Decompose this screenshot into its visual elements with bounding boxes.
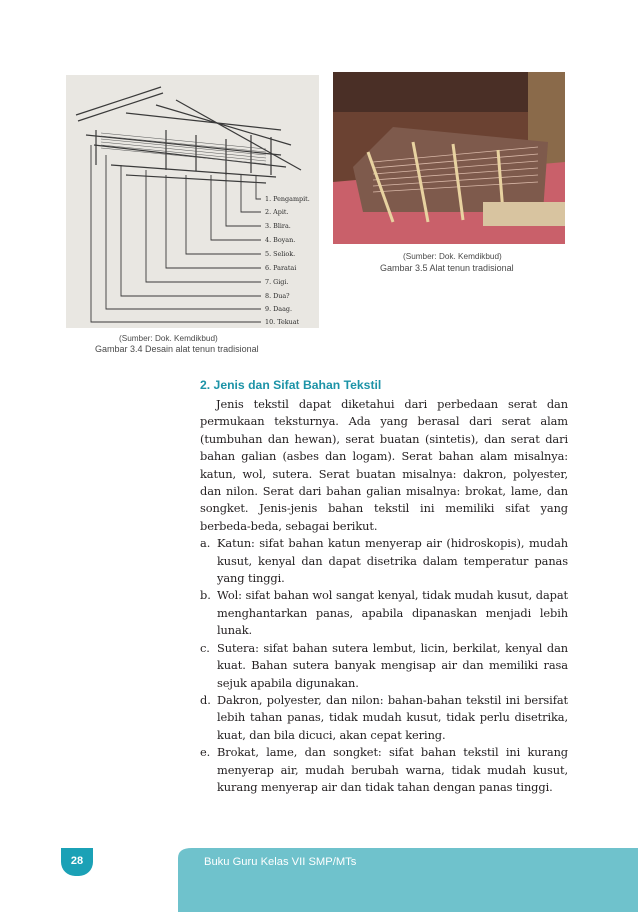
loom-label: 7. Gigi. (265, 278, 289, 286)
loom-label: 9. Daag. (265, 305, 292, 313)
loom-label: 1. Pengampit. (265, 195, 310, 203)
list-marker: e. (200, 745, 211, 760)
list-item (200, 640, 568, 692)
loom-drawing (66, 75, 319, 328)
footer-book-title: Buku Guru Kelas VII SMP/MTs (204, 856, 357, 868)
list-marker: c. (200, 640, 210, 655)
loom-label: 2. Apit. (265, 208, 289, 216)
loom-label: 3. Blira. (265, 222, 291, 230)
list-marker: b. (200, 588, 211, 603)
section-intro: Jenis tekstil dapat diketahui dari perbedaan serat dan permukaan teksturnya. Ada yang berasal dari serat alam (tumbuhan dan hewan), serat buatan (sintetis), dan serat dari bahan galian (asbes dan logam). Serat bahan alam misalnya: katun, wol, sutera. Serat buatan misalnya: dakron, polyester, dan nilon. Serat dari bahan galian misalnya: brokat, lame, dan songket. Jenis-jenis bahan tekstil ini memiliki sifat yang berbeda-beda, sebagai berikut. (200, 397, 568, 533)
list-item (200, 587, 568, 639)
loom-label: 6. Paratai (265, 264, 297, 272)
figure-3-5-caption: Gambar 3.5 Alat tenun tradisional (380, 263, 514, 273)
section-heading: 2. Jenis dan Sifat Bahan Tekstil (200, 378, 382, 392)
figure-3-5-loom-photo (333, 72, 565, 244)
list-marker: d. (200, 692, 211, 707)
figure-3-4-caption: Gambar 3.4 Desain alat tenun tradisional (95, 344, 259, 354)
list-item (200, 744, 568, 796)
figure-3-4-loom-diagram (66, 75, 319, 328)
textile-properties-list (200, 535, 568, 796)
loom-label: 5. Seliok. (265, 250, 296, 258)
loom-label: 10. Tekuat (265, 318, 300, 326)
list-marker: a. (200, 536, 211, 551)
list-item (200, 535, 568, 587)
figure-3-4-source: (Sumber: Dok. Kemdikbud) (119, 334, 218, 343)
loom-photo-image (333, 72, 565, 244)
list-item-text: Katun: sifat bahan katun menyerap air (hidroskopis), mudah kusut, kenyal dan dapat disetrika dalam temperatur panas yang tinggi. (217, 536, 568, 586)
figure-3-5-source: (Sumber: Dok. Kemdikbud) (403, 252, 502, 261)
list-item-text: Wol: sifat bahan wol sangat kenyal, tidak mudah kusut, dapat menghantarkan panas, apabila dipanaskan menjadi lebih lunak. (217, 588, 568, 638)
list-item-text: Brokat, lame, dan songket: sifat bahan tekstil ini kurang menyerap air, mudah berubah warna, tidak mudah kusut, kurang menyerap air dan tidak tahan dengan panas tinggi. (217, 745, 568, 794)
list-item-text: Dakron, polyester, dan nilon: bahan-bahan tekstil ini bersifat lebih tahan panas, tidak mudah kusut, tidak perlu disetrika, kuat, dan bila dicuci, akan cepat kering. (217, 692, 568, 742)
list-item (200, 692, 568, 744)
loom-label: 4. Boyan. (265, 236, 296, 244)
textile-section (200, 378, 568, 796)
list-item-text: Sutera: sifat bahan sutera lembut, licin, berkilat, kenyal dan kuat. Bahan sutera banyak mengisap air dan memiliki rasa sejuk apabila digunakan. (217, 640, 568, 690)
page-number: 28 (61, 848, 93, 876)
loom-label: 8. Dua? (265, 292, 290, 300)
